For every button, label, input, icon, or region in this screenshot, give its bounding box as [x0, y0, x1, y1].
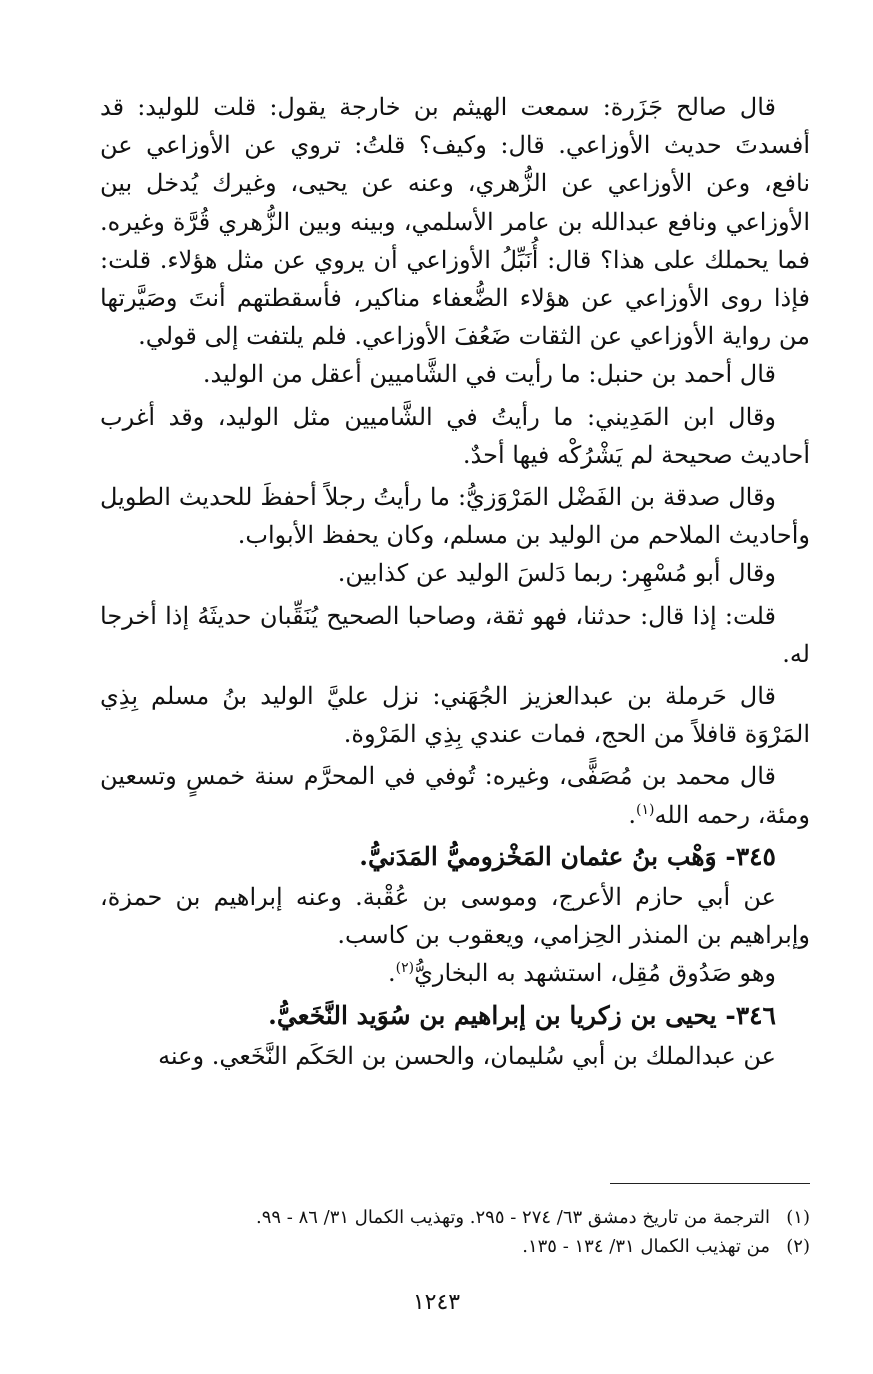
page-number: ١٢٤٣ [412, 1290, 461, 1315]
footnote-1-number: (١) [786, 1207, 810, 1228]
paragraph-death: قال محمد بن مُصَفًّى، وغيره: تُوفي في المحرَّم سنة خمسٍ وتسعين ومئة، رحمه الله$^{(١)}$. [100, 762, 810, 829]
entry-345-line-1: عن أبي حازم الأعرج، وموسى بن عُقْبة. وعنه إبراهيم بن حمزة، وإبراهيم بن المنذر الحِزامي، ويعقوب بن كاسب. [100, 883, 810, 950]
footnote-divider [610, 1183, 810, 1184]
footnote-2-number: (٢) [786, 1236, 810, 1257]
paragraph-ahmad: قال أحمد بن حنبل: ما رأيت في الشَّاميين أعقل من الوليد. [202, 360, 776, 389]
footnote-ref-2[interactable]: (٢) [395, 960, 415, 977]
footnote-ref-1[interactable]: (١) [636, 801, 655, 818]
footnote-2-text: من تهذيب الكمال ٣١/ ١٣٤ - ١٣٥. [522, 1236, 770, 1257]
entry-345-tail: . [387, 959, 396, 988]
paragraph-abu-mushir: وقال أبو مُسْهِر: ربما دَلسَ الوليد عن كذابين. [337, 559, 776, 588]
paragraph-madini: وقال ابن المَدِيني: ما رأيتُ في الشَّاميين مثل الوليد، وقد أغرب أحاديث صحيحة لم يَشْرُكْه فيها أحدٌ. [100, 402, 810, 469]
paragraph-sadaqa: وقال صدقة بن الفَضْل المَرْوَزيُّ: ما رأيتُ رجلاً أحفظَ للحديث الطويل وأحاديث الملاحم من الوليد بن مسلم، وكان يحفظ الأبواب. [100, 483, 810, 550]
footnote-1-text: الترجمة من تاريخ دمشق ٦٣/ ٢٧٤ - ٢٩٥. وتهذيب الكمال ٣١/ ٨٦ - ٩٩. [255, 1207, 770, 1228]
death-text: قال محمد بن مُصَفًّى، وغيره: تُوفي في المحرَّم سنة خمسٍ وتسعين ومئة، رحمه الله [100, 762, 810, 829]
footnote-1 [150, 1203, 810, 1232]
entry-345-text: وهو صَدُوق مُقِل، استشهد به البخاريُّ [414, 959, 776, 988]
footnote-2 [150, 1232, 810, 1261]
entry-title-346: ٣٤٦- يحيى بن زكريا بن إبراهيم بن سُوَيد النَّخَعيُّ. [268, 1000, 776, 1030]
entry-title-345: ٣٤٥- وَهْب بنُ عثمان المَخْزوميُّ المَدَنيُّ. [359, 841, 776, 871]
main-text [100, 88, 810, 1075]
entry-346-line-1: عن عبدالملك بن أبي سُليمان، والحسن بن الحَكَم النَّخَعي. وعنه [158, 1041, 776, 1070]
footnotes [150, 1203, 810, 1261]
paragraph-harmala: قال حَرملة بن عبدالعزيز الجُهَني: نزل عليَّ الوليد بنُ مسلم بِذِي المَرْوَة قافلاً من الحج، فمات عندي بِذِي المَرْوة. [100, 682, 810, 749]
paragraph-qultu: قلت: إذا قال: حدثنا، فهو ثقة، وصاحبا الصحيح يُنَقِّبان حديثَهُ إذا أخرجا له. [100, 601, 810, 668]
paragraph-jazara: قال صالح جَزَرة: سمعت الهيثم بن خارجة يقول: قلت للوليد: قد أفسدتَ حديث الأوزاعي. قال: وكيف؟ قلتُ: تروي عن الأوزاعي عن نافع، وعن الأوزاعي عن الزُّهري، وعنه عن يحيى، وغيرك يُدخل بين الأوزاعي ونافع عبدالله بن عامر الأسلمي، وبينه وبين الزُّهري قُرَّة وغيره. فما يحملك على هذا؟ قال: أُنَبِّلُ الأوزاعي أن يروي عن مثل هؤلاء. قلت: فإذا روى الأوزاعي عن هؤلاء الضُّعفاء مناكير، فأسقطتهم أنتَ وصَيَّرتها من رواية الأوزاعي عن الثقات ضَعُفَ الأوزاعي. فلم يلتفت إلى قولي. [100, 93, 810, 351]
entry-345-line-2 [100, 954, 810, 992]
